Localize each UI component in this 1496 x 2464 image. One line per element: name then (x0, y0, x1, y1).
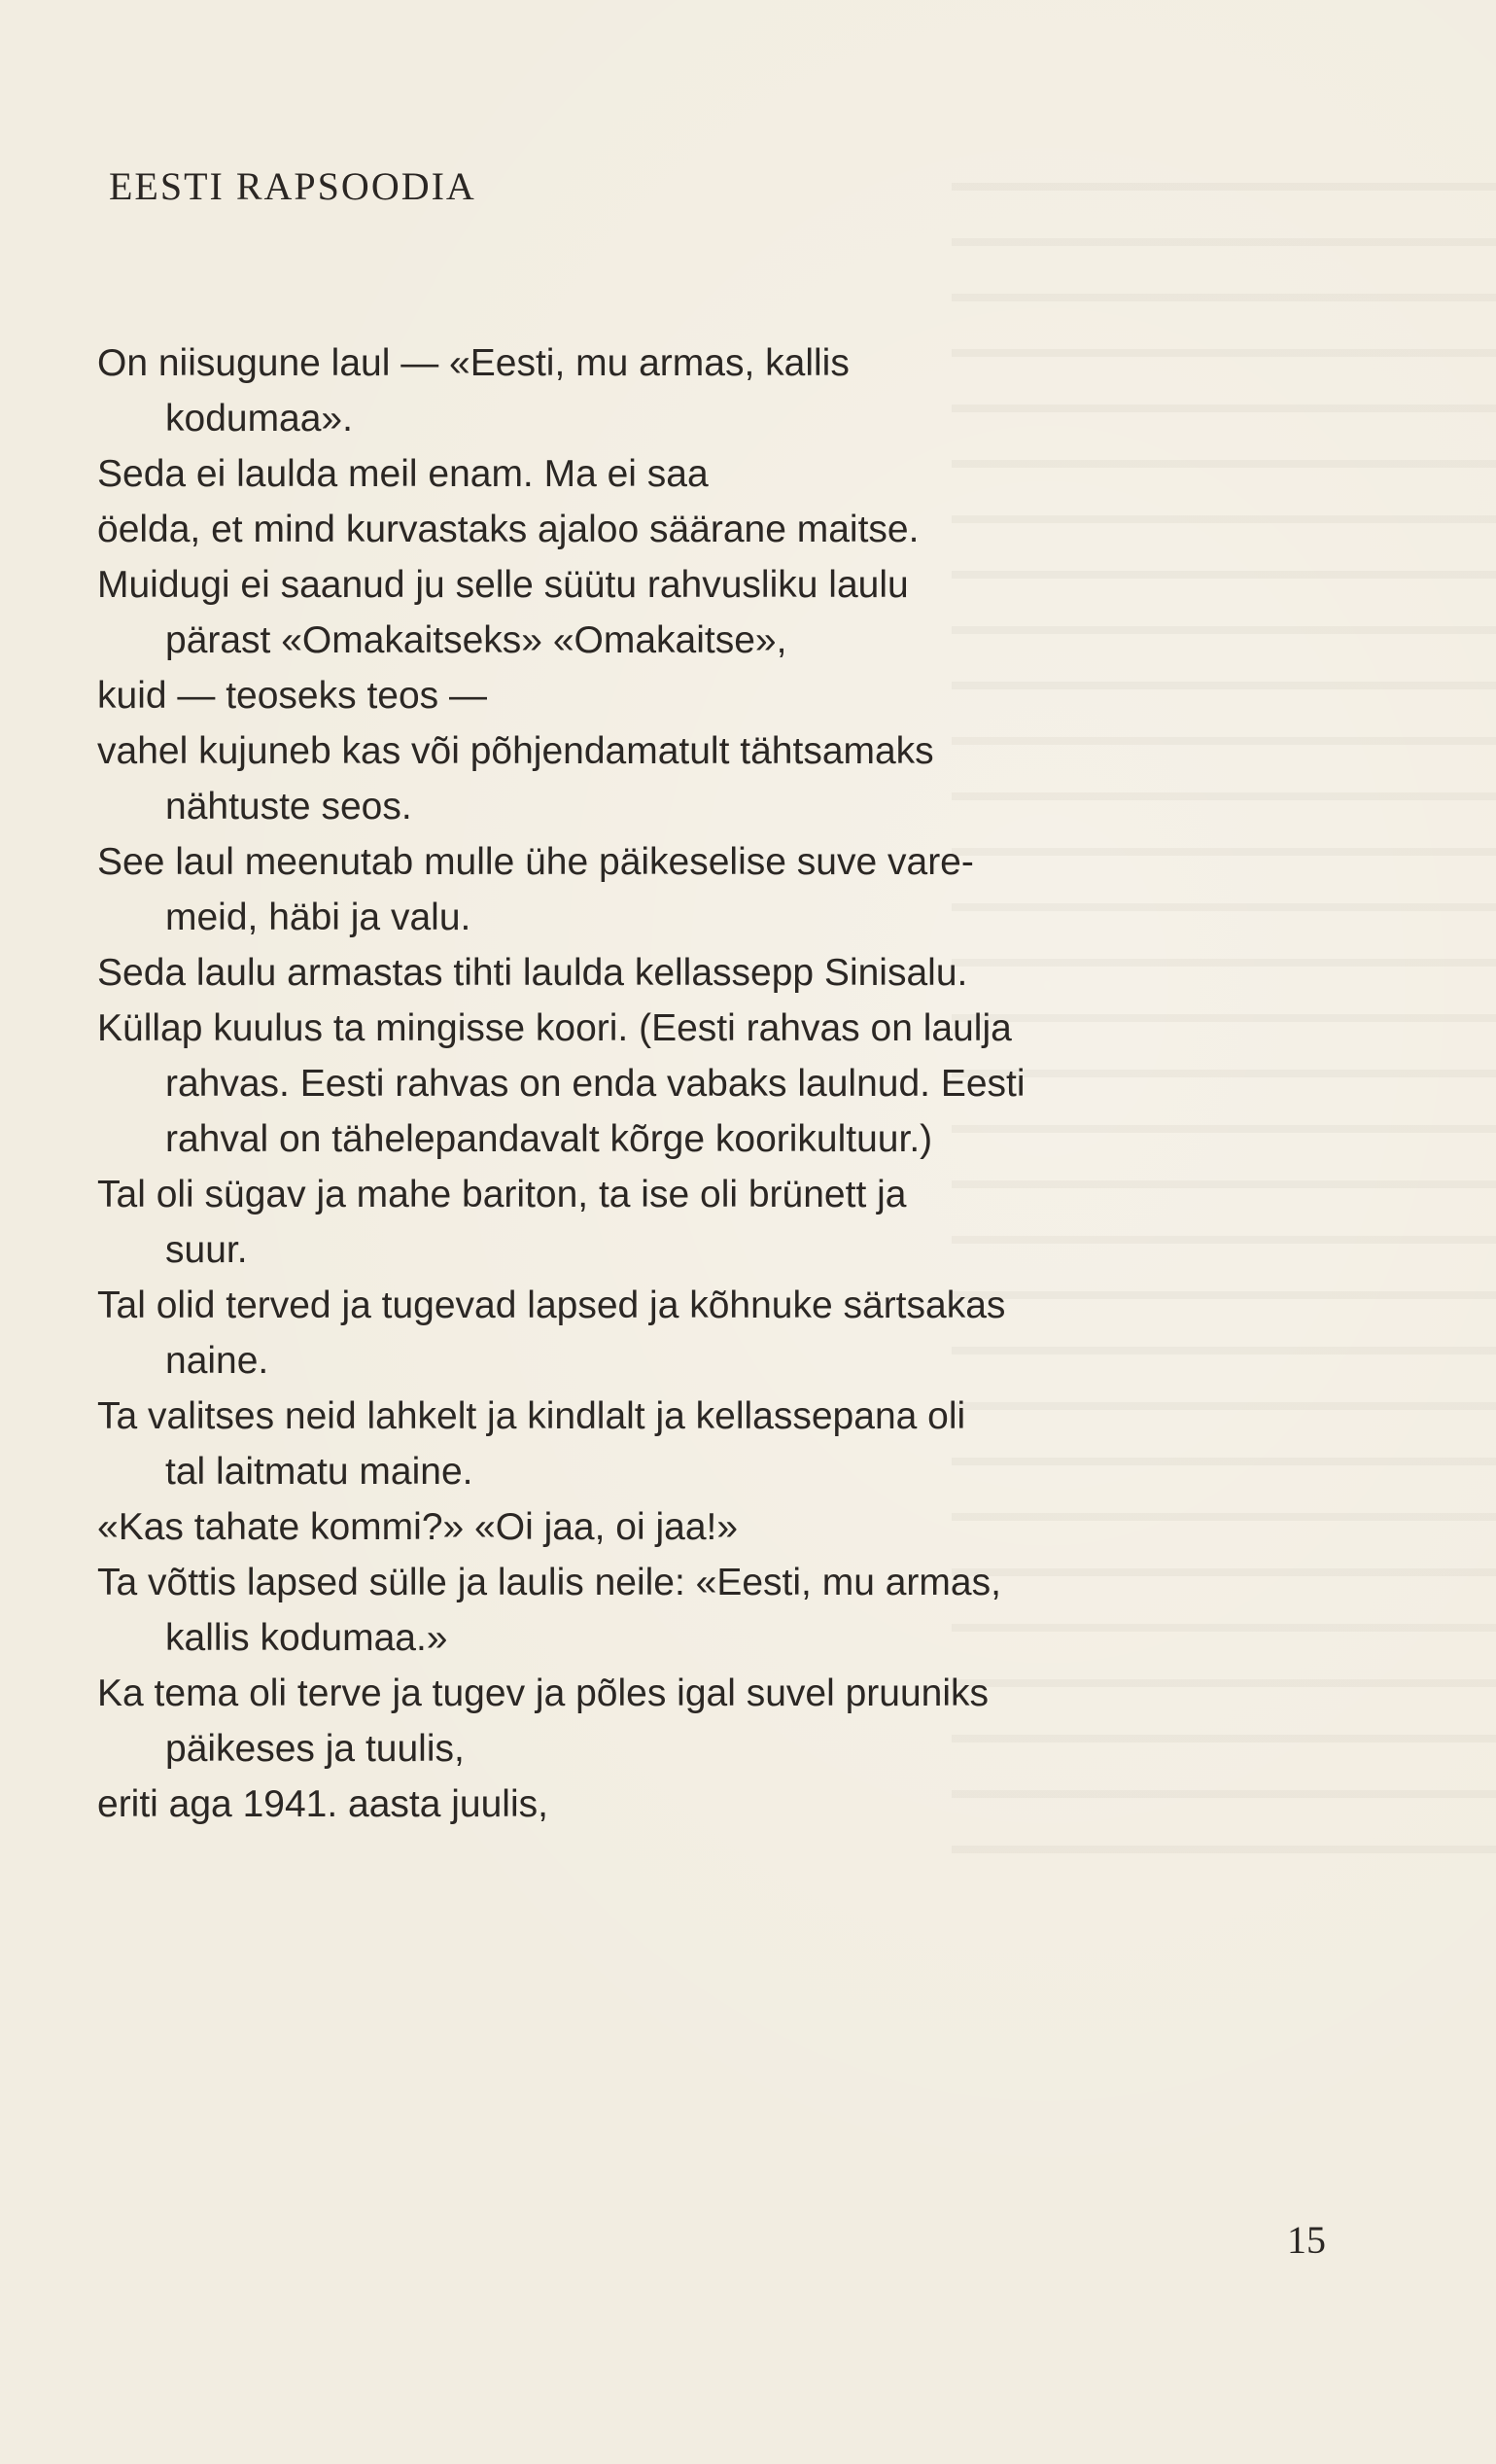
poem-line: Ka tema oli terve ja tugev ja põles igal suvel pruuniks (97, 1672, 989, 1714)
poem-line: Tal olid terved ja tugevad lapsed ja kõhnuke särtsakas (97, 1285, 1006, 1326)
poem-line: On niisugune laul — «Eesti, mu armas, kallis (97, 342, 850, 384)
poem-line: Seda ei laulda meil enam. Ma ei saa (97, 453, 709, 495)
poem-line: pärast «Omakaitseks» «Omakaitse», (165, 619, 787, 661)
poem-line: Küllap kuulus ta mingisse koori. (Eesti rahvas on laulja (97, 1007, 1012, 1049)
poem-line: kodumaa». (165, 398, 353, 440)
poem-line: rahvas. Eesti rahvas on enda vabaks laulnud. Eesti (165, 1063, 1026, 1105)
poem-line: kallis kodumaa.» (165, 1617, 448, 1659)
poem-line: öelda, et mind kurvastaks ajaloo säärane maitse. (97, 509, 920, 550)
poem-line: vahel kujuneb kas või põhjendamatult tähtsamaks (97, 730, 934, 772)
poem-line: Ta võttis lapsed sülle ja laulis neile: «Eesti, mu armas, (97, 1562, 1001, 1603)
page-number: 15 (1287, 2218, 1326, 2262)
poem-line: Tal oli sügav ja mahe bariton, ta ise oli brünett ja (97, 1174, 907, 1215)
poem-line: Ta valitses neid lahkelt ja kindlalt ja kellassepana oli (97, 1395, 966, 1437)
poem-line: Muidugi ei saanud ju selle süütu rahvusliku laulu (97, 564, 909, 606)
poem-line: Seda laulu armastas tihti laulda kellassepp Sinisalu. (97, 952, 968, 994)
poem-line: naine. (165, 1340, 269, 1382)
poem-body (97, 335, 1371, 1832)
poem-line: rahval on tähelepandavalt kõrge koorikultuur.) (165, 1118, 933, 1160)
poem-line: See laul meenutab mulle ühe päikeselise suve vare- (97, 841, 974, 883)
poem-line: suur. (165, 1229, 248, 1271)
poem-line: päikeses ja tuulis, (165, 1728, 465, 1770)
poem-line: tal laitmatu maine. (165, 1451, 473, 1493)
poem-line: nähtuste seos. (165, 786, 412, 827)
running-head: EESTI RAPSOODIA (109, 164, 476, 208)
poem-line: meid, häbi ja valu. (165, 897, 471, 938)
poem-line: eriti aga 1941. aasta juulis, (97, 1783, 548, 1825)
poem-line: «Kas tahate kommi?» «Oi jaa, oi jaa!» (97, 1506, 739, 1548)
poem-line: kuid — teoseks teos — (97, 675, 488, 717)
